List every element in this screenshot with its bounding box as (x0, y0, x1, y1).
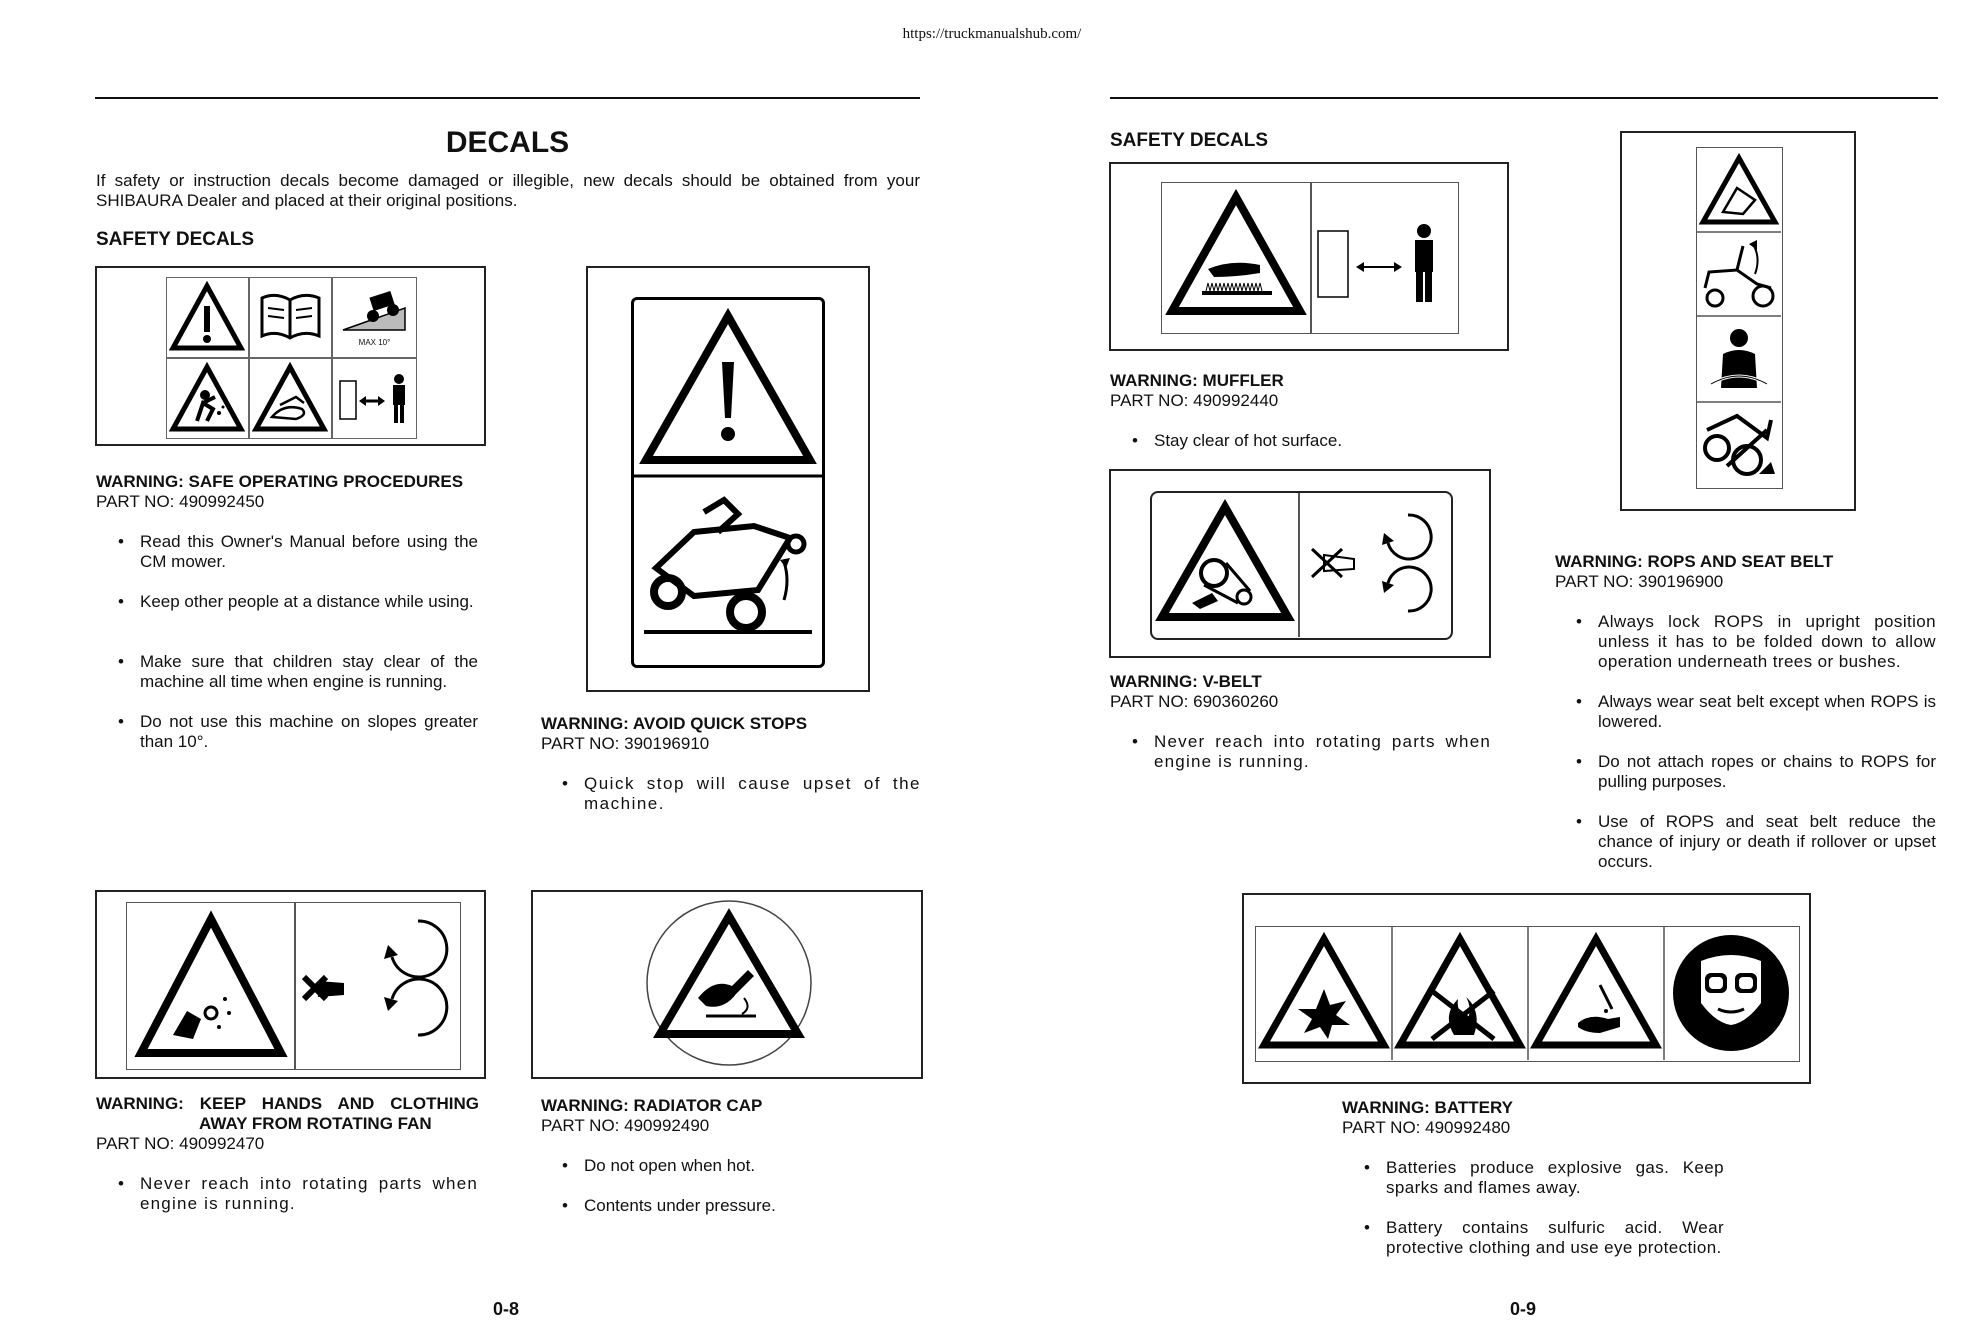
vbelt-part: PART NO: 690360260 (1110, 692, 1279, 711)
safe-operating-title: WARNING: SAFE OPERATING PROCEDURES (96, 472, 464, 491)
decal-rotating-fan (95, 890, 486, 1079)
left-page-number: 0-8 (493, 1299, 520, 1319)
radiator-cap-part: PART NO: 490992490 (541, 1116, 710, 1135)
fan-warning-icon (127, 903, 295, 1069)
blade-hazard-icon (249, 358, 332, 439)
decal-safe-operating (95, 266, 486, 446)
radiator-cap-title: WARNING: RADIATOR CAP (541, 1096, 763, 1115)
battery-part: PART NO: 490992480 (1342, 1118, 1511, 1137)
stay-clear-icon (1312, 183, 1460, 333)
decal-muffler (1109, 162, 1509, 351)
rollover-warning-icon (1703, 158, 1775, 222)
right-top-rule (1110, 97, 1938, 99)
decal-radiator-cap (531, 890, 923, 1079)
rops-raise-icon (1705, 240, 1773, 306)
rops-part: PART NO: 390196900 (1555, 572, 1724, 591)
quick-stops-part: PART NO: 390196910 (541, 734, 710, 753)
header-url: https://truckmanualshub.com/ (902, 26, 1082, 42)
decal-vbelt (1109, 469, 1491, 658)
rotating-fan-icon (296, 903, 462, 1069)
rops-bullet-4: • Use of ROPS and seat belt reduce the chance of injury or death if rollover or upset occurs. (1598, 812, 1936, 872)
muffler-bullet-1: • Stay clear of hot surface. (1154, 431, 1494, 451)
safe-operating-bullet-1: • Read this Owner's Manual before using the CM mower. (140, 532, 478, 572)
eye-protection-icon (1673, 935, 1789, 1051)
belt-hazard-icon (1152, 493, 1298, 637)
right-page-number: 0-9 (1510, 1299, 1537, 1319)
no-flames-icon (1400, 939, 1520, 1045)
left-section-heading: SAFETY DECALS (96, 229, 255, 250)
page-title: DECALS (445, 126, 570, 159)
muffler-title: WARNING: MUFFLER (1110, 371, 1284, 390)
seat-belt-icon (1711, 329, 1767, 388)
rops-bullet-3: • Do not attach ropes or chains to ROPS for pulling purposes. (1598, 752, 1936, 792)
radiator-cap-icon (644, 898, 814, 1068)
quick-stops-title: WARNING: AVOID QUICK STOPS (541, 714, 808, 733)
vbelt-title: WARNING: V-BELT (1110, 672, 1262, 691)
radiator-cap-bullet-1: • Do not open when hot. (584, 1156, 921, 1176)
safe-operating-part: PART NO: 490992450 (96, 492, 265, 511)
hot-surface-icon (1162, 183, 1310, 333)
safe-operating-bullet-2: • Keep other people at a distance while using. (140, 592, 478, 612)
general-warning-icon (166, 277, 249, 358)
no-towing-rops-icon (1705, 416, 1775, 474)
quick-stops-bullet-1: • Quick stop will cause upset of the machine. (584, 774, 921, 814)
decal-rops-seat-belt (1620, 131, 1856, 511)
rotating-fan-title-line1: WARNING: KEEP HANDS AND CLOTHING (96, 1094, 479, 1113)
radiator-cap-bullet-2: • Contents under pressure. (584, 1196, 921, 1216)
manual-book-icon (249, 277, 332, 358)
rops-title: WARNING: ROPS AND SEAT BELT (1555, 552, 1834, 571)
slope-label: MAX 10° (358, 338, 391, 347)
vbelt-bullet-1: • Never reach into rotating parts when engine is running. (1154, 732, 1491, 772)
muffler-part: PART NO: 490992440 (1110, 391, 1279, 410)
safe-operating-bullet-3: • Make sure that children stay clear of the machine all time when engine is running. (140, 652, 478, 692)
corrosive-acid-icon (1536, 939, 1656, 1045)
rotating-fan-part: PART NO: 490992470 (96, 1134, 265, 1153)
rotating-fan-title-line2: AWAY FROM ROTATING FAN (199, 1114, 432, 1133)
battery-bullet-2: • Battery contains sulfuric acid. Wear protective clothing and use eye protection. (1386, 1218, 1724, 1258)
keep-distance-icon (332, 358, 417, 439)
battery-title: WARNING: BATTERY (1342, 1098, 1513, 1117)
decal-avoid-quick-stops (586, 266, 870, 692)
battery-bullet-1: • Batteries produce explosive gas. Keep sparks and flames away. (1386, 1158, 1724, 1198)
intro-paragraph: If safety or instruction decals become damaged or illegible, new decals should be obtained from your SHIBAURA Dealer and placed at their original positions. (96, 171, 920, 210)
thrown-objects-icon (166, 358, 249, 439)
slope-limit-icon (332, 277, 417, 358)
rotating-fan-bullet-1: • Never reach into rotating parts when engine is running. (140, 1174, 478, 1214)
decal-battery (1242, 893, 1811, 1084)
left-top-rule (95, 97, 920, 99)
right-section-heading: SAFETY DECALS (1110, 130, 1269, 151)
rotating-parts-icon (1300, 493, 1450, 637)
safe-operating-bullet-4: • Do not use this machine on slopes greater than 10°. (140, 712, 478, 752)
explosive-gas-icon (1264, 939, 1384, 1045)
rops-bullet-1: • Always lock ROPS in upright position unless it has to be folded down to allow operation underneath trees or bushes. (1598, 612, 1936, 672)
rops-bullet-2: • Always wear seat belt except when ROPS is lowered. (1598, 692, 1936, 732)
